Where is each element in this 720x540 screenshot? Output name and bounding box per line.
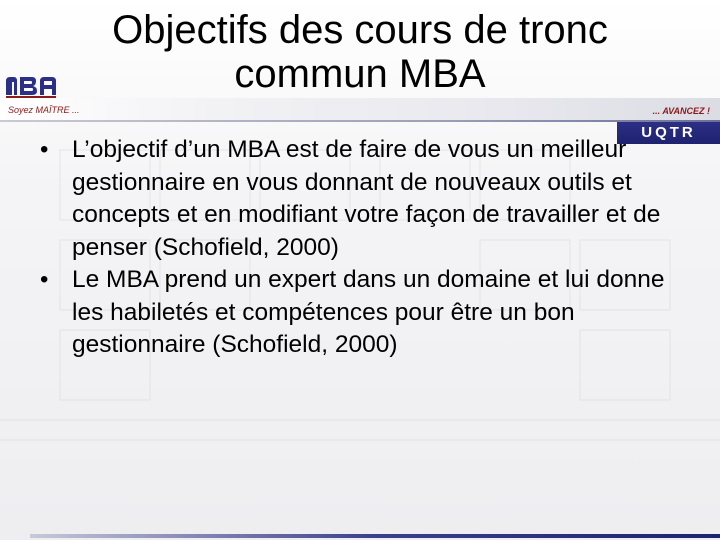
tagline-left: Soyez MAÎTRE ... xyxy=(8,105,80,115)
bullet-item xyxy=(36,134,686,264)
bullet-marker: • xyxy=(40,266,49,293)
footer-divider xyxy=(30,534,720,538)
tagline-right: ... AVANCEZ ! xyxy=(652,106,710,116)
bullet-marker: • xyxy=(40,136,49,163)
bullet-text: L’objectif d’un MBA est de faire de vous un meilleur gestionnaire en vous donnant de nouveaux outils et concepts et en modifiant votre façon de travailler et de penser (Schofield, 2000) xyxy=(72,136,661,261)
header-divider xyxy=(0,120,720,122)
bullet-item xyxy=(36,264,686,362)
bullet-list xyxy=(36,134,686,362)
slide-title: Objectifs des cours de tronc commun MBA xyxy=(112,8,608,96)
bullet-text: Le MBA prend un expert dans un domaine et lui donne les habiletés et compétences pour être un bon gestionnaire (Schofield, 2000) xyxy=(72,266,665,358)
uqtr-logo-text: UQTR xyxy=(641,124,696,141)
header-band xyxy=(0,98,720,120)
